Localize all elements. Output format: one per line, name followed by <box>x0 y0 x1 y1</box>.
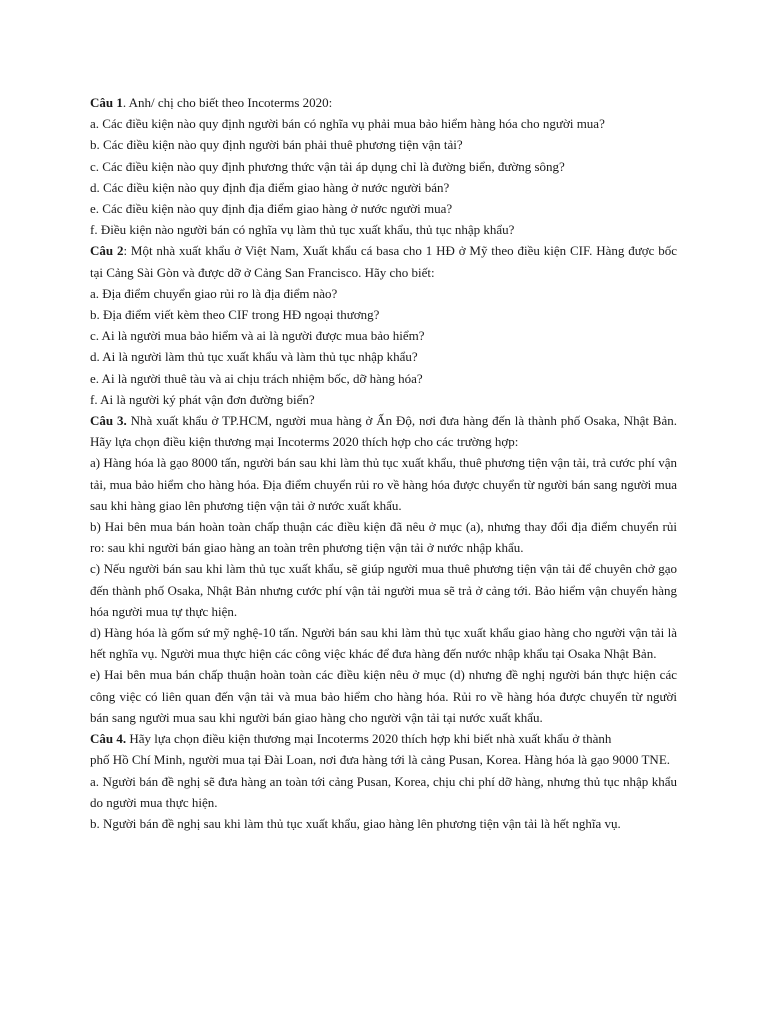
question-4-item-a: a. Người bán đề nghị sẽ đưa hàng an toàn tới cảng Pusan, Korea, chịu chi phí dỡ hàng, nhưng thủ tục nhập khẩu do người mua thực hiện. <box>90 773 677 810</box>
question-2-heading <box>90 240 677 282</box>
question-3-item-b: b) Hai bên mua bán hoàn toàn chấp thuận các điều kiện đã nêu ở mục (a), nhưng thay đổi địa điểm chuyển rủi ro: sau khi người bán giao hàng an toàn trên phương tiện vận tải ở nước nhập khẩu. <box>90 519 677 556</box>
question-1-label: Câu 1 <box>90 95 123 110</box>
question-3-heading <box>90 410 677 452</box>
question-1-item-e: e. Các điều kiện nào quy định địa điểm giao hàng ở nước người mua? <box>90 201 453 217</box>
question-3-item-c: c) Nếu người bán sau khi làm thủ tục xuất khẩu, sẽ giúp người mua thuê phương tiện vận tải để chuyên chở gạo đến thành phố Osaka, Nhật Bản nhưng cước phí vận tải người mua sẽ trả ở cảng tới. Bảo hiểm vận chuyển hàng hóa người mua tự thực hiện. <box>90 561 677 619</box>
question-3-item-a: a) Hàng hóa là gạo 8000 tấn, người bán sau khi làm thủ tục xuất khẩu, thuê phương tiện vận tải, trả cước phí vận tải, mua bảo hiểm cho hàng hóa. Địa điểm chuyển rủi ro về hàng hóa được chuyển từ người bán sang người mua sau khi hàng giao lên phương tiện vận tải ở nước xuất khẩu. <box>90 455 677 513</box>
question-3-item-d: d) Hàng hóa là gốm sứ mỹ nghệ-10 tấn. Người bán sau khi làm thủ tục xuất khẩu giao hàng cho người vận tải là hết nghĩa vụ. Người mua thực hiện các công việc khác để đưa hàng đến nước nhập khẩu tại Osaka Nhật Bản. <box>90 625 677 662</box>
question-2-item-b: b. Địa điểm viết kèm theo CIF trong HĐ ngoại thương? <box>90 307 380 323</box>
question-4-intro-line-2: phố Hồ Chí Minh, người mua tại Đài Loan, nơi đưa hàng tới là cảng Pusan, Korea. Hàng hóa là gạo 9000 TNE. <box>90 752 671 768</box>
question-2-intro: : Một nhà xuất khẩu ở Việt Nam, Xuất khẩu cá basa cho 1 HĐ ở Mỹ theo điều kiện CIF. Hàng được bốc tại Cảng Sài Gòn và được dỡ ở Cảng San Francisco. Hãy cho biết: <box>90 243 678 280</box>
question-3-intro: Nhà xuất khẩu ở TP.HCM, người mua hàng ở Ấn Độ, nơi đưa hàng đến là thành phố Osaka, Nhật Bản. Hãy lựa chọn điều kiện thương mại Incoterms 2020 thích hợp cho các trường hợp: <box>90 413 677 450</box>
question-2-item-f: f. Ai là người ký phát vận đơn đường biển? <box>90 391 315 407</box>
question-1-item-b: b. Các điều kiện nào quy định người bán phải thuê phương tiện vận tải? <box>90 137 463 153</box>
question-1-intro: . Anh/ chị cho biết theo Incoterms 2020: <box>122 95 333 110</box>
question-4-intro-line-1: Hãy lựa chọn điều kiện thương mại Incoterms 2020 thích hợp khi biết nhà xuất khẩu ở thành <box>126 731 612 747</box>
question-3-label: Câu 3. <box>90 413 127 429</box>
question-4-item-b: b. Người bán đề nghị sau khi làm thủ tục xuất khẩu, giao hàng lên phương tiện vận tải là hết nghĩa vụ. <box>90 815 621 831</box>
question-1-item-c: c. Các điều kiện nào quy định phương thức vận tải áp dụng chỉ là đường biển, đường sông? <box>90 158 565 174</box>
question-2-label: Câu 2 <box>90 243 124 259</box>
question-2-item-d: d. Ai là người làm thủ tục xuất khẩu và làm thủ tục nhập khẩu? <box>90 349 418 365</box>
question-4-heading <box>90 728 677 749</box>
question-1-item-f: f. Điều kiện nào người bán có nghĩa vụ làm thủ tục xuất khẩu, thủ tục nhập khẩu? <box>90 222 515 238</box>
question-2-item-e: e. Ai là người thuê tàu và ai chịu trách nhiệm bốc, dỡ hàng hóa? <box>90 370 423 386</box>
question-1-item-d: d. Các điều kiện nào quy định địa điểm giao hàng ở nước người bán? <box>90 179 450 195</box>
question-4-label: Câu 4. <box>90 731 127 747</box>
question-2-item-c: c. Ai là người mua bảo hiểm và ai là người được mua bảo hiểm? <box>90 328 425 344</box>
question-2-item-a: a. Địa điểm chuyển giao rủi ro là địa điểm nào? <box>90 285 338 301</box>
question-3-item-e: e) Hai bên mua bán chấp thuận hoàn toàn các điều kiện nêu ở mục (d) nhưng đề nghị người bán thực hiện các công việc có liên quan đến vận tải và mua bảo hiểm cho hàng hóa. Rủi ro về hàng hóa được chuyển từ người bán sang người mua sau khi người bán giao hàng cho người vận tải tại nước xuất khẩu. <box>90 667 677 725</box>
question-1-item-a: a. Các điều kiện nào quy định người bán có nghĩa vụ phải mua bảo hiểm hàng hóa cho người mua? <box>90 116 605 132</box>
question-1-heading <box>90 92 677 113</box>
